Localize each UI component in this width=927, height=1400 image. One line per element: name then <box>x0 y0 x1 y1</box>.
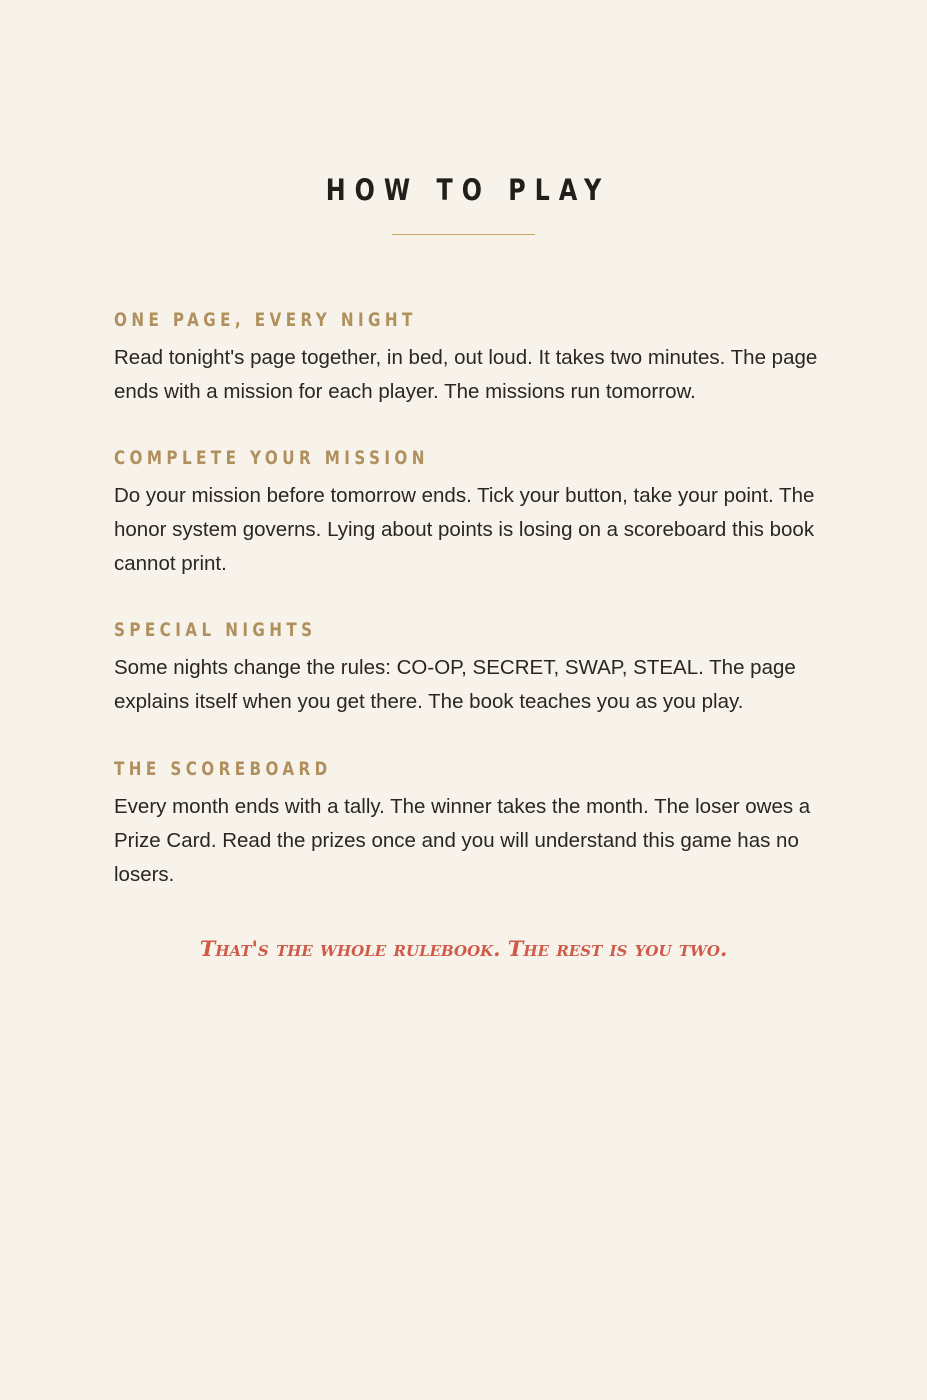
rule-section-complete-mission <box>114 445 824 581</box>
section-heading: COMPLETE YOUR MISSION <box>114 447 429 469</box>
section-body: Read tonight's page together, in bed, out loud. It takes two minutes. The page ends with a mission for each player. The missions run tomorrow. <box>114 346 818 403</box>
rule-section-special-nights <box>114 617 824 719</box>
section-body: Some nights change the rules: CO-OP, SECRET, SWAP, STEAL. The page explains itself when you get there. The book teaches you as you play. <box>114 656 796 713</box>
section-heading: THE SCOREBOARD <box>114 758 332 780</box>
rule-section-one-page <box>114 307 824 409</box>
section-heading: ONE PAGE, EVERY NIGHT <box>114 309 417 331</box>
page-title: HOW TO PLAY <box>325 173 611 207</box>
section-heading: SPECIAL NIGHTS <box>114 619 317 641</box>
section-body: Do your mission before tomorrow ends. Tick your button, take your point. The honor system governs. Lying about points is losing on a scoreboard this book cannot print. <box>114 484 815 575</box>
section-body: Every month ends with a tally. The winner takes the month. The loser owes a Prize Card. Read the prizes once and you will understand this game has no losers. <box>114 795 811 886</box>
title-divider <box>392 234 535 235</box>
closing-tagline: That's the whole rulebook. The rest is you two. <box>199 936 728 961</box>
rule-section-scoreboard <box>114 756 824 892</box>
